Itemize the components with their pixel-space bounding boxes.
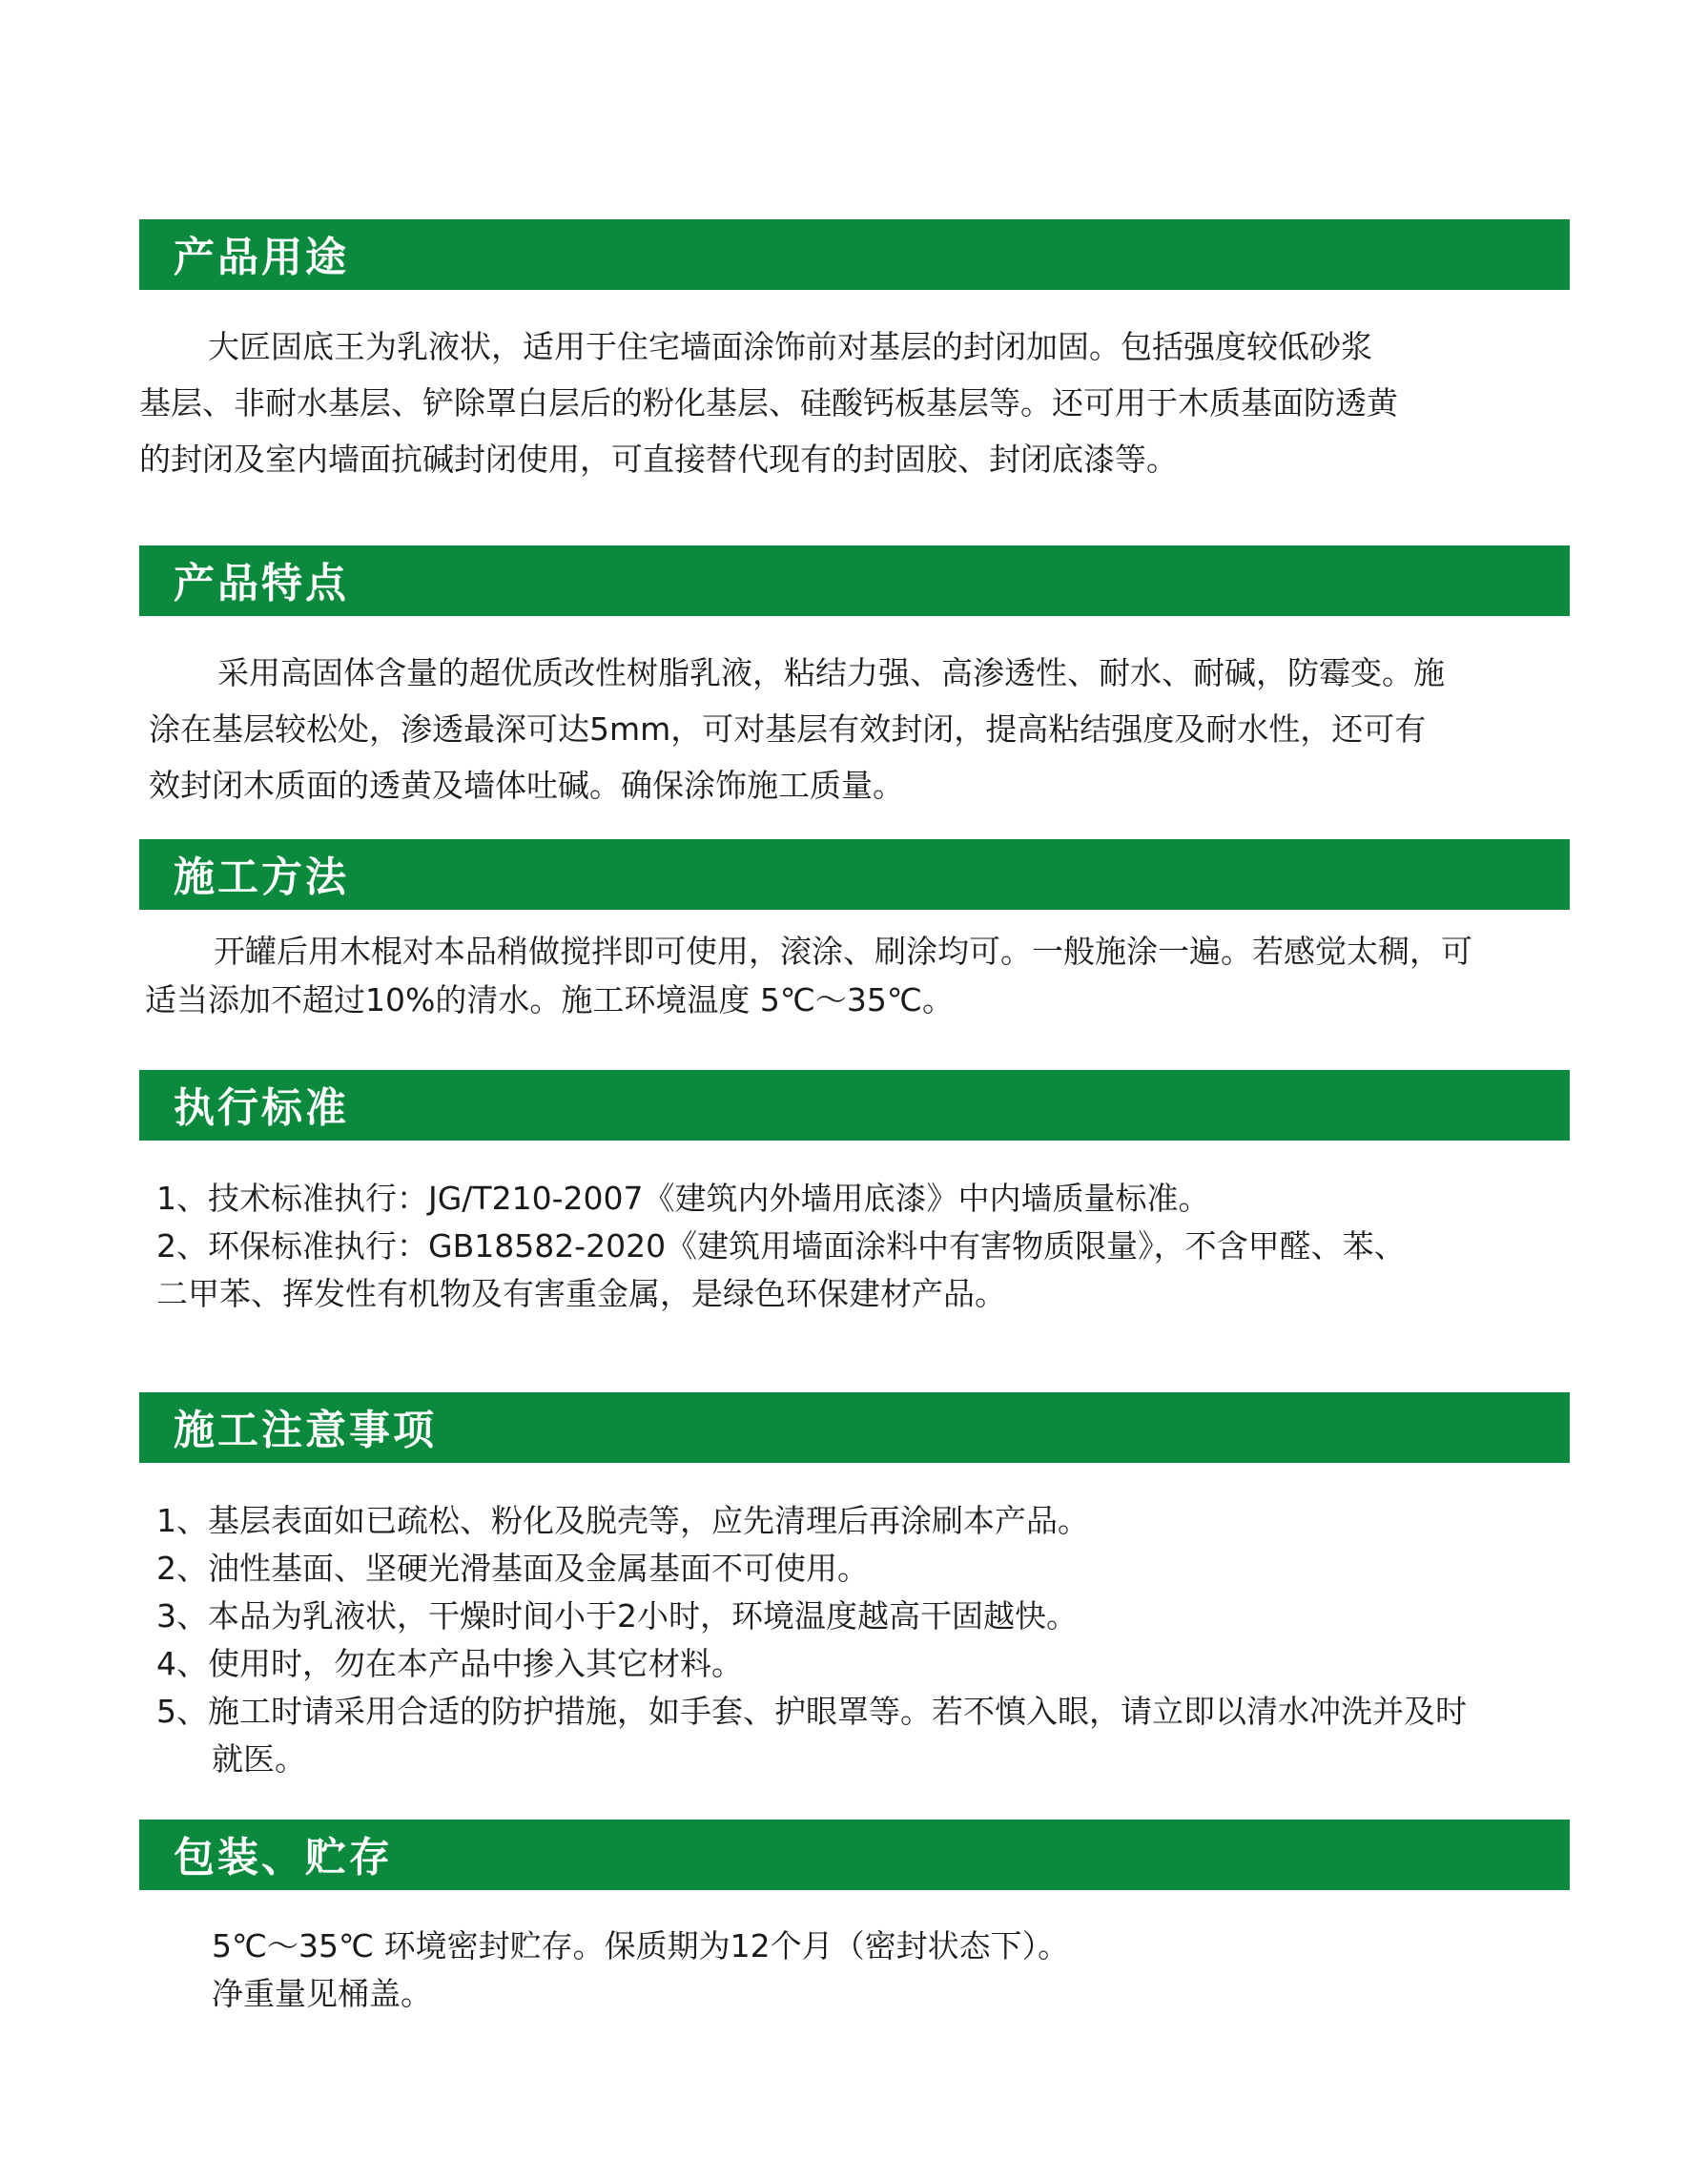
paragraph-line: 效封闭木质面的透黄及墙体吐碱。确保涂饰施工质量。 [149, 767, 904, 804]
section-header-method [139, 839, 1570, 910]
list-item-continuation: 二甲苯、挥发性有机物及有害重金属，是绿色环保建材产品。 [156, 1275, 1006, 1312]
paragraph-line: 大匠固底王为乳液状，适用于住宅墙面涂饰前对基层的封闭加固。包括强度较低砂浆 [208, 328, 1372, 365]
section-body-method [145, 927, 1472, 1024]
paragraph-line: 5℃～35℃ 环境密封贮存。保质期为12个月（密封状态下）。 [212, 1927, 1070, 1964]
section-title-storage: 包装、贮存 [174, 1834, 393, 1882]
section-header-features [139, 545, 1570, 616]
section-header-storage [139, 1820, 1570, 1890]
list-item: 1、技术标准执行：JG/T210-2007《建筑内外墙用底漆》中内墙质量标准。 [156, 1180, 1210, 1217]
list-item: 2、环保标准执行：GB18582-2020《建筑用墙面涂料中有害物质限量》，不含甲醛、苯、 [156, 1227, 1406, 1265]
section-title-method: 施工方法 [174, 853, 349, 902]
paragraph-line: 净重量见桶盖。 [212, 1975, 432, 2012]
section-body-storage [212, 1923, 1069, 2018]
section-title-standards: 执行标准 [174, 1084, 349, 1133]
section-header-standards [139, 1070, 1570, 1141]
list-item-continuation: 就医。 [212, 1740, 306, 1778]
paragraph-line: 的封闭及室内墙面抗碱封闭使用，可直接替代现有的封固胶、封闭底漆等。 [139, 441, 1178, 478]
list-item: 5、施工时请采用合适的防护措施，如手套、护眼罩等。若不慎入眼，请立即以清水冲洗并及时 [156, 1693, 1467, 1730]
section-title-usage: 产品用途 [174, 234, 349, 282]
section-body-features [149, 645, 1445, 813]
section-header-usage [139, 219, 1570, 290]
section-header-notes [139, 1392, 1570, 1463]
list-item: 3、本品为乳液状，干燥时间小于2小时，环境温度越高干固越快。 [156, 1597, 1078, 1635]
list-item: 1、基层表面如已疏松、粉化及脱壳等，应先清理后再涂刷本产品。 [156, 1502, 1089, 1539]
section-body-usage [139, 319, 1398, 487]
section-title-features: 产品特点 [174, 560, 349, 608]
paragraph-line: 采用高固体含量的超优质改性树脂乳液，粘结力强、高渗透性、耐水、耐碱，防霉变。施 [217, 654, 1445, 691]
list-item: 4、使用时，勿在本产品中掺入其它材料。 [156, 1645, 743, 1682]
section-body-standards [156, 1175, 1406, 1318]
paragraph-line: 涂在基层较松处，渗透最深可达5mm，可对基层有效封闭，提高粘结强度及耐水性，还可有 [149, 710, 1427, 748]
list-item: 2、油性基面、坚硬光滑基面及金属基面不可使用。 [156, 1550, 869, 1587]
section-body-notes [156, 1497, 1467, 1783]
paragraph-line: 适当添加不超过10%的清水。施工环境温度 5℃～35℃。 [145, 981, 954, 1018]
section-title-notes: 施工注意事项 [174, 1407, 437, 1455]
paragraph-line: 基层、非耐水基层、铲除罩白层后的粉化基层、硅酸钙板基层等。还可用于木质基面防透黄 [139, 384, 1398, 422]
paragraph-line: 开罐后用木棍对本品稍做搅拌即可使用，滚涂、刷涂均可。一般施涂一遍。若感觉太稠，可 [214, 933, 1472, 970]
